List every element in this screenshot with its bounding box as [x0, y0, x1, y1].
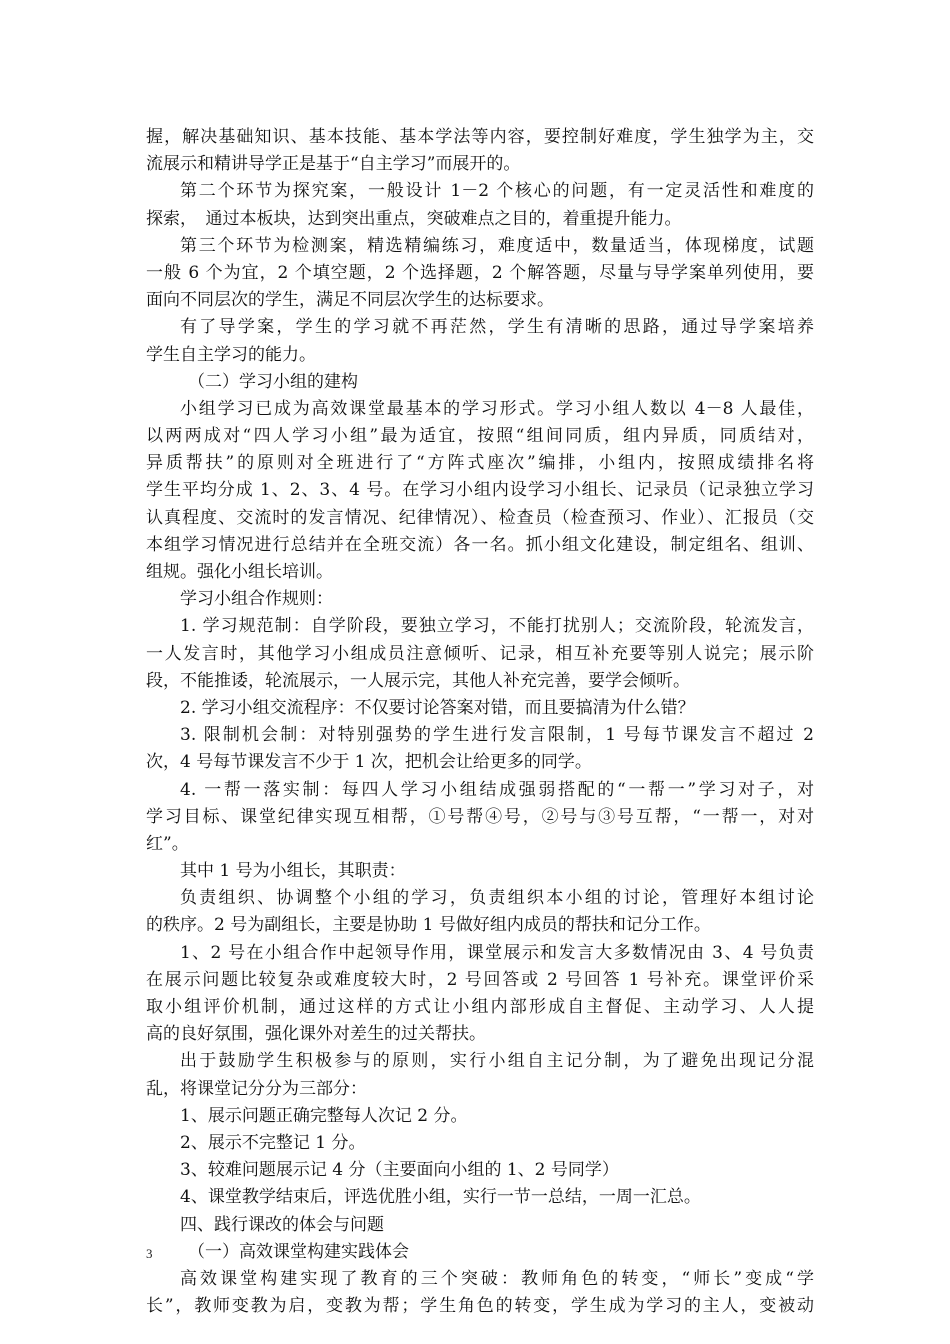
text-line: 以两两成对“四人学习小组”最为适宜，按照“组间同质，组内异质，同质结对，: [146, 426, 814, 447]
text-line: 异质帮扶”的原则对全班进行了“方阵式座次”编排，小组内，按照成绩排名将: [146, 453, 814, 474]
text-line: 一人发言时，其他学习小组成员注意倾听、记录，相互补充要等别人说完；展示阶: [146, 643, 814, 664]
text-line: 学习小组合作规则：: [180, 589, 333, 610]
text-line: 第二个环节为探究案，一般设计 1－2 个核心的问题，有一定灵活性和难度的: [180, 181, 814, 202]
text-line: 学习目标、课堂纪律实现互相帮，①号帮④号，②号与③号互帮，“一帮一，对对: [146, 806, 814, 827]
text-line: 3、较难问题展示记 4 分（主要面向小组的 1、2 号同学）: [180, 1160, 619, 1181]
text-line: 红”。: [146, 833, 189, 854]
text-line: 高效课堂构建实现了教育的三个突破：教师角色的转变，“师长”变成“学: [180, 1268, 814, 1289]
text-line: 在展示问题比较复杂或难度较大时，2 号回答或 2 号回答 1 号补充。课堂评价采: [146, 969, 814, 990]
text-line: 探索， 通过本板块，达到突出重点，突破难点之目的，着重提升能力。: [146, 208, 682, 229]
text-line: 出于鼓励学生积极参与的原则，实行小组自主记分制，为了避免出现记分混: [180, 1051, 814, 1072]
text-line: 学生自主学习的能力。: [146, 344, 316, 365]
text-line: 取小组评价机制，通过这样的方式让小组内部形成自主督促、主动学习、人人提: [146, 997, 814, 1017]
text-line: 的秩序。2 号为副组长，主要是协助 1 号做好组内成员的帮扶和记分工作。: [146, 915, 711, 936]
text-line: 有了导学案，学生的学习就不再茫然，学生有清晰的思路，通过导学案培养: [180, 317, 814, 338]
text-line: 4、课堂教学结束后，评选优胜小组，实行一节一总结，一周一汇总。: [180, 1187, 701, 1208]
text-line: 其中 1 号为小组长，其职责：: [180, 861, 406, 882]
text-line: 高的良好氛围，强化课外对差生的过关帮扶。: [146, 1024, 486, 1045]
text-line: 流展示和精讲导学正是基于“自主学习”而展开的。: [146, 154, 521, 175]
text-line: 一般 6 个为宜，2 个填空题，2 个选择题，2 个解答题，尽量与导学案单列使用，要: [146, 262, 814, 283]
text-line: 小组学习已成为高效课堂最基本的学习形式。学习小组人数以 4－8 人最佳，: [180, 398, 814, 419]
text-line: 1. 学习规范制：自学阶段，要独立学习，不能打扰别人；交流阶段，轮流发言，: [180, 616, 814, 637]
text-line: 4. 一帮一落实制：每四人学习小组结成强弱搭配的“一帮一”学习对子，对: [180, 779, 814, 800]
text-line: （一）高效课堂构建实践体会: [188, 1241, 409, 1262]
text-line: 组规。强化小组长培训。: [146, 562, 333, 582]
text-line: 面向不同层次的学生，满足不同层次学生的达标要求。: [146, 290, 554, 311]
document-body: [146, 124, 814, 1320]
text-line: 2、展示不完整记 1 分。: [180, 1132, 366, 1153]
text-line: 3. 限制机会制：对特别强势的学生进行发言限制，1 号每节课发言不超过 2: [180, 725, 814, 746]
text-line: 学生平均分成 1、2、3、4 号。在学习小组内设学习小组长、记录员（记录独立学习: [146, 480, 814, 501]
text-line: 次，4 号每节课发言不少于 1 次，把机会让给更多的同学。: [146, 752, 592, 773]
text-line: 握，解决基础知识、基本技能、基本学法等内容，要控制好难度，学生独学为主，交: [146, 127, 814, 147]
text-line: 长”，教师变教为启，变教为帮；学生角色的转变，学生成为学习的主人，变被动: [146, 1296, 814, 1317]
text-line: 认真程度、交流时的发言情况、纪律情况）、检查员（检查预习、作业）、汇报员（交: [146, 507, 814, 528]
text-line: 本组学习情况进行总结并在全班交流）各一名。抓小组文化建设，制定组名、组训、: [146, 534, 814, 555]
text-line: 乱，将课堂记分分为三部分：: [146, 1078, 367, 1099]
page-number: 3: [146, 1246, 153, 1261]
text-line: 2. 学习小组交流程序：不仅要讨论答案对错，而且要搞清为什么错？: [180, 697, 695, 718]
text-line: 1、2 号在小组合作中起领导作用，课堂展示和发言大多数情况由 3、4 号负责: [180, 942, 814, 963]
text-line: 负责组织、协调整个小组的学习，负责组织本小组的讨论，管理好本组讨论: [180, 888, 814, 909]
text-line: 四、践行课改的体会与问题: [180, 1214, 384, 1235]
text-line: 1、展示问题正确完整每人次记 2 分。: [180, 1105, 468, 1126]
text-line: 段，不能推诿，轮流展示，一人展示完，其他人补充完善，要学会倾听。: [146, 670, 690, 691]
text-line: （二）学习小组的建构: [188, 371, 358, 392]
text-line: 第三个环节为检测案，精选精编练习，难度适中，数量适当，体现梯度，试题: [180, 235, 814, 256]
